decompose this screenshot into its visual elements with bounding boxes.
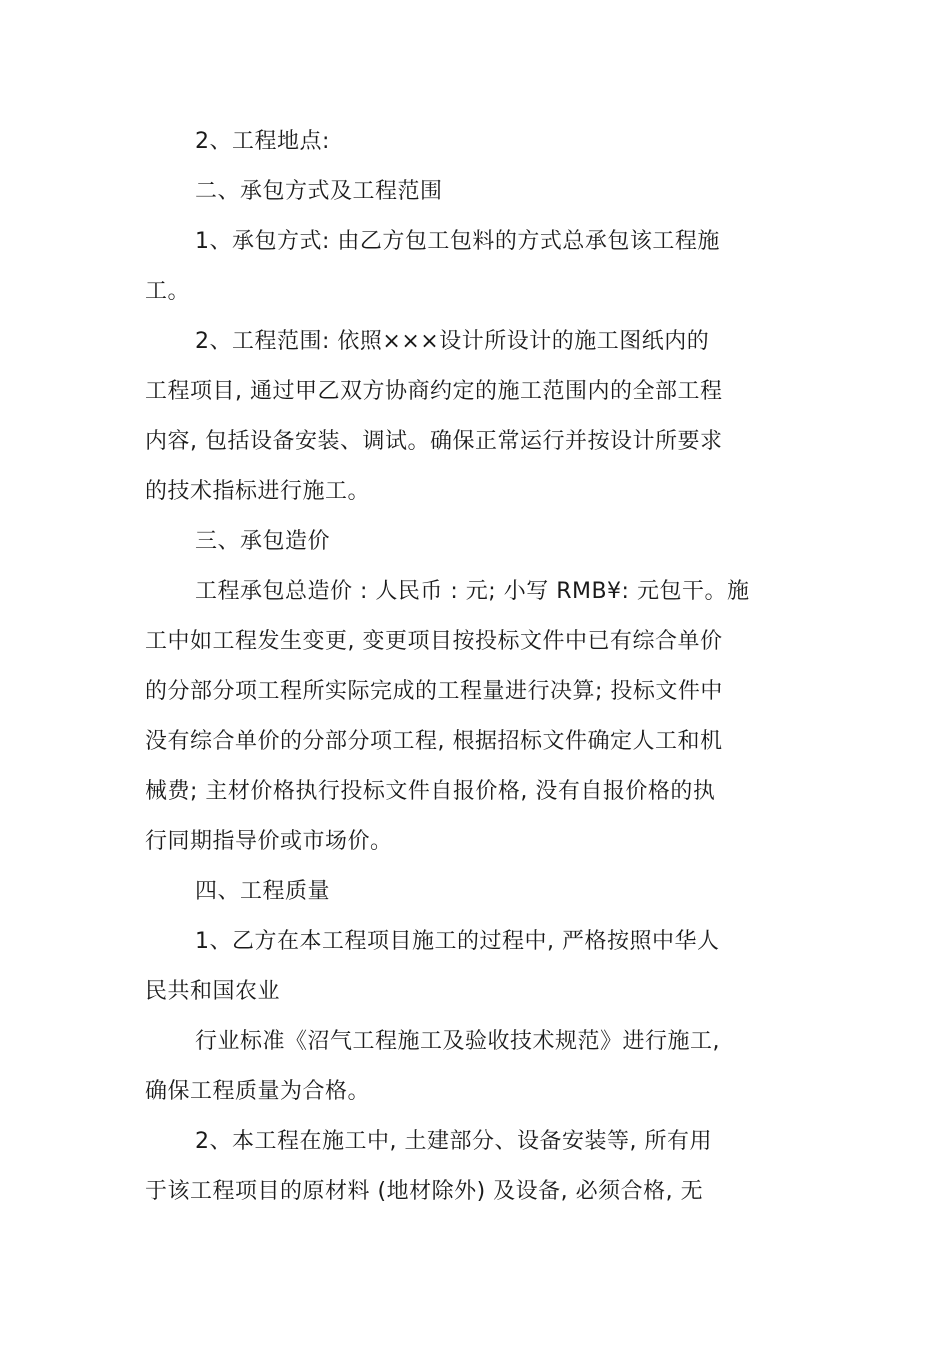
paragraph-line: 工。 xyxy=(145,279,191,304)
paragraph-line: 械费; 主材价格执行投标文件自报价格, 没有自报价格的执 xyxy=(145,779,716,804)
paragraph-line: 2、工程地点: xyxy=(195,129,330,154)
paragraph-line: 行业标准《沼气工程施工及验收技术规范》进行施工, xyxy=(195,1029,720,1054)
paragraph-line: 民共和国农业 xyxy=(145,979,281,1004)
paragraph-line: 于该工程项目的原材料 (地材除外) 及设备, 必须合格, 无 xyxy=(145,1179,704,1204)
paragraph-line: 工程承包总造价 : 人民币 : 元; 小写 RMB¥: 元包干。施 xyxy=(195,579,750,604)
paragraph-line: 2、本工程在施工中, 土建部分、设备安装等, 所有用 xyxy=(195,1129,712,1154)
section-heading: 二、承包方式及工程范围 xyxy=(195,179,443,204)
paragraph-line: 没有综合单价的分部分项工程, 根据招标文件确定人工和机 xyxy=(145,729,723,754)
paragraph-line: 1、承包方式: 由乙方包工包料的方式总承包该工程施 xyxy=(195,229,720,254)
paragraph-line: 内容, 包括设备安装、调试。确保正常运行并按设计所要求 xyxy=(145,429,723,454)
section-heading: 三、承包造价 xyxy=(195,529,331,554)
paragraph-line: 工中如工程发生变更, 变更项目按投标文件中已有综合单价 xyxy=(145,629,723,654)
paragraph-line: 的技术指标进行施工。 xyxy=(145,479,371,504)
paragraph-line: 2、工程范围: 依照×××设计所设计的施工图纸内的 xyxy=(195,329,710,354)
paragraph-line: 行同期指导价或市场价。 xyxy=(145,829,393,854)
paragraph-line: 1、乙方在本工程项目施工的过程中, 严格按照中华人 xyxy=(195,929,720,954)
section-heading: 四、工程质量 xyxy=(195,879,331,904)
paragraph-line: 确保工程质量为合格。 xyxy=(145,1079,371,1104)
paragraph-line: 的分部分项工程所实际完成的工程量进行决算; 投标文件中 xyxy=(145,679,723,704)
paragraph-line: 工程项目, 通过甲乙双方协商约定的施工范围内的全部工程 xyxy=(145,379,723,404)
